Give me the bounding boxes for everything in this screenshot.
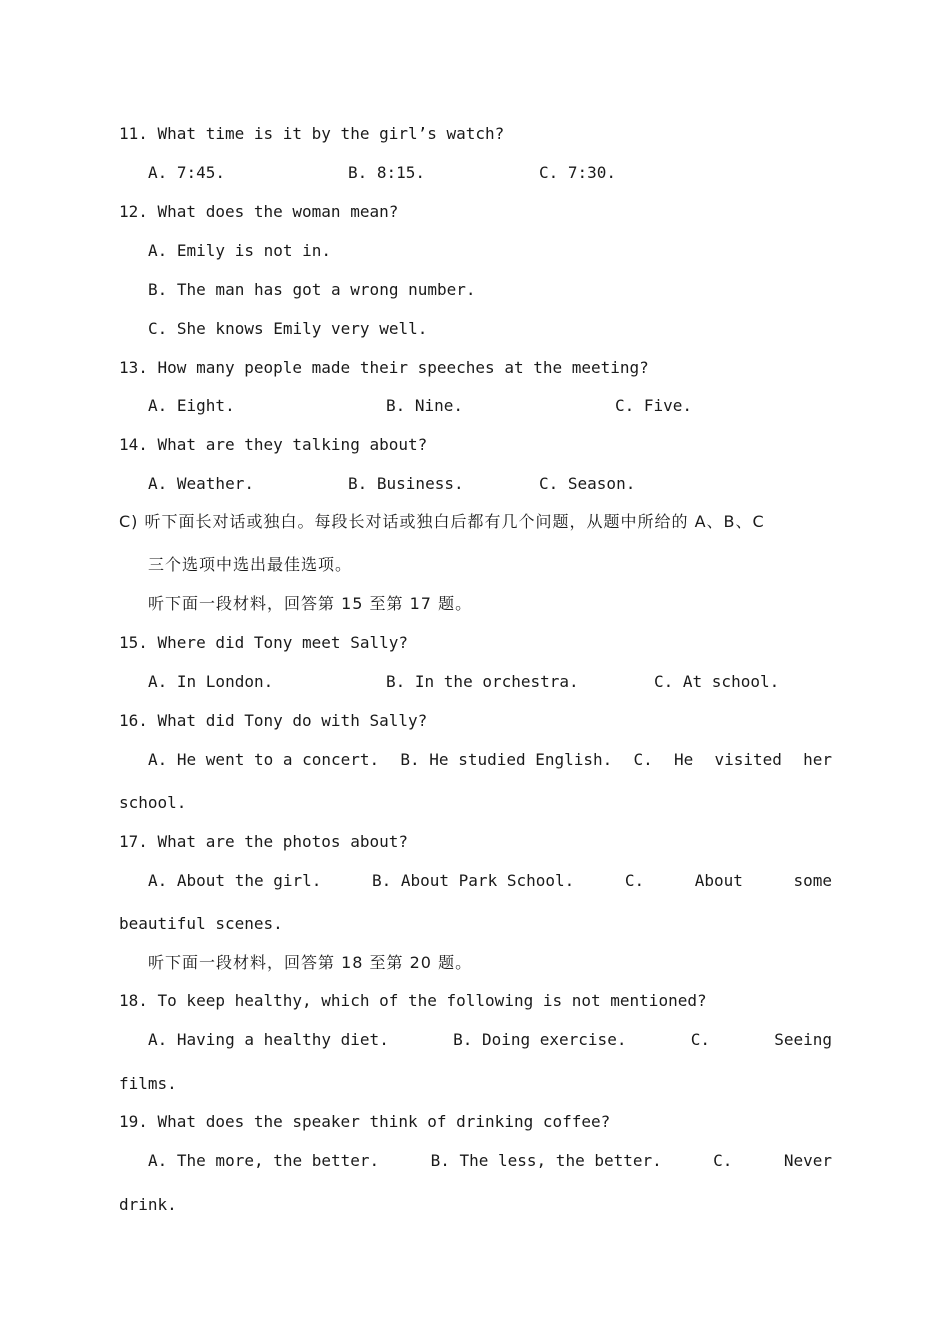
q14-option-b: B. Business.	[348, 474, 464, 493]
q16-option-c-label: C.	[633, 750, 653, 769]
q17-option-c-label: C.	[624, 871, 645, 890]
q17-option-c-continuation: beautiful scenes.	[119, 914, 283, 933]
q13-option-a: A. Eight.	[148, 396, 235, 415]
q14-option-a: A. Weather.	[148, 474, 254, 493]
q19-option-c-label: C.	[713, 1151, 733, 1170]
q12-option-c: C. She knows Emily very well.	[148, 319, 428, 338]
q17-option-c-word: About	[694, 871, 743, 890]
q16-option-a: A. He went to a concert.	[148, 750, 380, 769]
q18-options	[148, 1030, 832, 1050]
q18-option-c-word: Seeing	[774, 1030, 832, 1049]
q19-options	[148, 1151, 832, 1171]
section-c-instruction-cont: 三个选项中选出最佳选项。	[148, 555, 353, 574]
q19-option-a: A. The more, the better.	[148, 1151, 380, 1170]
q16-option-c-word: her	[803, 750, 832, 769]
q12-option-a: A. Emily is not in.	[148, 241, 332, 260]
q18-option-c-continuation: films.	[119, 1074, 177, 1093]
q12-option-b: B. The man has got a wrong number.	[148, 280, 476, 299]
q16-option-b: B. He studied English.	[400, 750, 613, 769]
q11-option-a: A. 7:45.	[148, 163, 226, 182]
material-note-18-20: 听下面一段材料，回答第 18 至第 20 题。	[148, 953, 473, 972]
q18-option-a: A. Having a healthy diet.	[148, 1030, 389, 1049]
q19-option-c-continuation: drink.	[119, 1195, 177, 1214]
material-note-15-17: 听下面一段材料，回答第 15 至第 17 题。	[148, 594, 473, 613]
q13-option-b: B. Nine.	[386, 396, 464, 415]
question-14: 14. What are they talking about?	[119, 435, 428, 454]
q16-options	[148, 750, 832, 770]
question-12: 12. What does the woman mean?	[119, 202, 399, 221]
section-c-instruction: C) 听下面长对话或独白。每段长对话或独白后都有几个问题，从题中所给的 A、B、C	[119, 512, 765, 531]
question-19: 19. What does the speaker think of drinking coffee?	[119, 1112, 611, 1131]
question-18: 18. To keep healthy, which of the following is not mentioned?	[119, 991, 707, 1010]
q17-option-a: A. About the girl.	[148, 871, 322, 890]
q11-option-b: B. 8:15.	[348, 163, 426, 182]
question-17: 17. What are the photos about?	[119, 832, 408, 851]
q15-option-b: B. In the orchestra.	[386, 672, 579, 691]
question-15: 15. Where did Tony meet Sally?	[119, 633, 408, 652]
q16-option-c-word: visited	[714, 750, 782, 769]
q19-option-c-word: Never	[783, 1151, 832, 1170]
question-16: 16. What did Tony do with Sally?	[119, 711, 428, 730]
q13-option-c: C. Five.	[615, 396, 693, 415]
q18-option-b: B. Doing exercise.	[453, 1030, 627, 1049]
q14-option-c: C. Season.	[539, 474, 636, 493]
q11-option-c: C. 7:30.	[539, 163, 617, 182]
q16-option-c-continuation: school.	[119, 793, 187, 812]
q19-option-b: B. The less, the better.	[430, 1151, 662, 1170]
question-11: 11. What time is it by the girl’s watch?	[119, 124, 505, 143]
q16-option-c-word: He	[673, 750, 694, 769]
q18-option-c-label: C.	[690, 1030, 710, 1049]
q15-option-a: A. In London.	[148, 672, 274, 691]
q17-options	[148, 871, 832, 891]
q17-option-b: B. About Park School.	[371, 871, 575, 890]
q15-option-c: C. At school.	[654, 672, 780, 691]
question-13: 13. How many people made their speeches at the meeting?	[119, 358, 649, 377]
q17-option-c-word: some	[793, 871, 832, 890]
